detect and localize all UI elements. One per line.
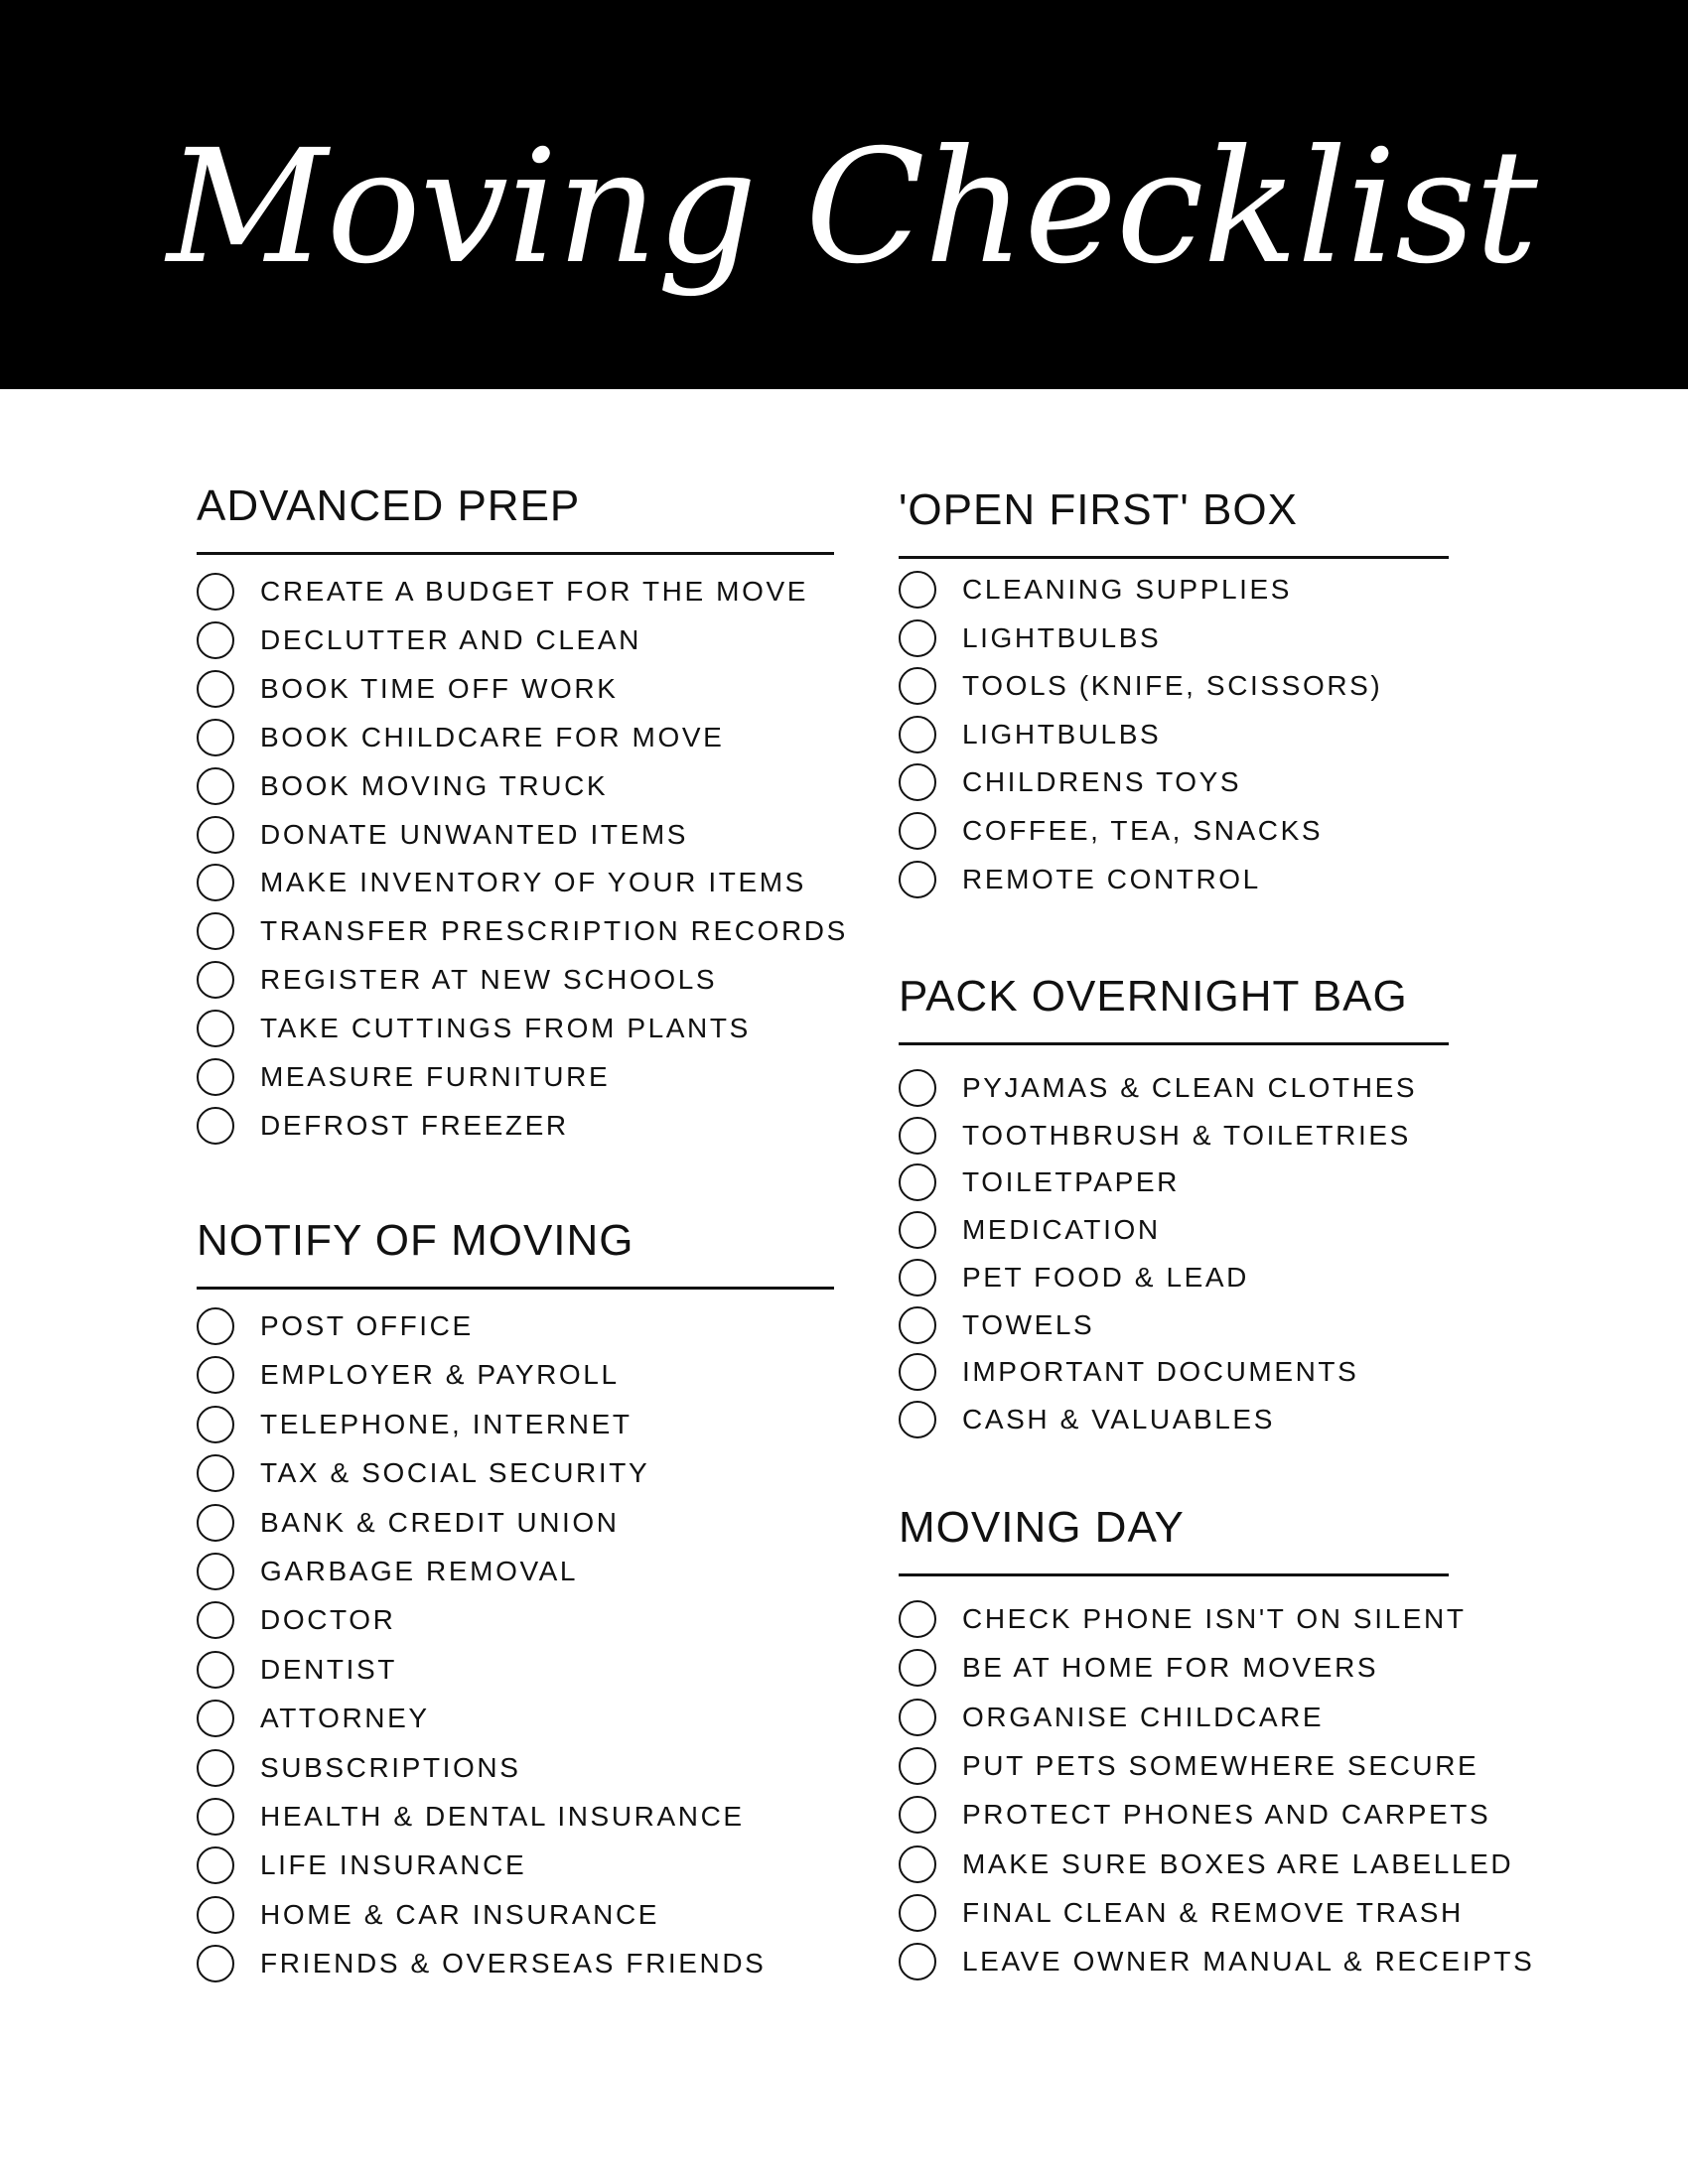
- checkbox-circle-icon[interactable]: [197, 1601, 234, 1639]
- section-advanced-prep: [197, 481, 848, 1141]
- checklist-item-label: BE AT HOME FOR MOVERS: [962, 1652, 1379, 1684]
- checkbox-circle-icon[interactable]: [899, 1796, 936, 1834]
- checkbox-circle-icon[interactable]: [197, 1454, 234, 1492]
- section-open-first-box: [899, 485, 1449, 894]
- checkbox-circle-icon[interactable]: [899, 1649, 936, 1687]
- checkbox-circle-icon[interactable]: [197, 864, 234, 901]
- checkbox-circle-icon[interactable]: [899, 1211, 936, 1249]
- checklist-item-label: MEASURE FURNITURE: [260, 1061, 611, 1092]
- checklist-item-label: CLEANING SUPPLIES: [962, 574, 1293, 605]
- checklist-item-label: ATTORNEY: [260, 1703, 430, 1734]
- checklist-item[interactable]: [899, 1696, 1324, 1739]
- checklist-item[interactable]: [197, 764, 608, 808]
- checklist-item-label: DOCTOR: [260, 1604, 396, 1636]
- checklist-item[interactable]: [197, 618, 641, 662]
- section-heading-open-first-box: 'OPEN FIRST' BOX: [899, 485, 1298, 534]
- checklist-item[interactable]: [197, 1304, 474, 1348]
- checklist-item-label: SUBSCRIPTIONS: [260, 1751, 521, 1783]
- section-heading-moving-day: MOVING DAY: [899, 1503, 1185, 1552]
- checkbox-circle-icon[interactable]: [197, 1504, 234, 1542]
- checklist-item-label: TOWELS: [962, 1308, 1095, 1340]
- checklist-item[interactable]: [899, 1114, 1411, 1158]
- checkbox-circle-icon[interactable]: [899, 1699, 936, 1736]
- checkbox-circle-icon[interactable]: [197, 816, 234, 854]
- checkbox-circle-icon[interactable]: [197, 767, 234, 805]
- checklist-item-label: GARBAGE REMOVAL: [260, 1556, 579, 1586]
- section-divider: [899, 556, 1449, 559]
- checklist-item[interactable]: [197, 1403, 633, 1446]
- checkbox-circle-icon[interactable]: [197, 719, 234, 756]
- checklist-item[interactable]: [899, 568, 1292, 612]
- checklist-item[interactable]: [899, 1350, 1358, 1394]
- checklist-item-label: LEAVE OWNER MANUAL & RECEIPTS: [962, 1946, 1535, 1978]
- checklist-item[interactable]: [197, 1648, 397, 1692]
- checklist-item-label: LIGHTBULBS: [962, 621, 1162, 653]
- checkbox-circle-icon[interactable]: [197, 621, 234, 659]
- checklist-item[interactable]: [899, 1303, 1094, 1347]
- checklist-item-label: ORGANISE CHILDCARE: [962, 1701, 1325, 1732]
- checklist-item[interactable]: [899, 809, 1323, 853]
- checklist-item-label: BOOK TIME OFF WORK: [260, 672, 619, 704]
- checkbox-circle-icon[interactable]: [197, 1896, 234, 1934]
- checklist-item-label: MAKE INVENTORY OF YOUR ITEMS: [260, 867, 806, 898]
- checklist-item[interactable]: [899, 1744, 1478, 1788]
- checklist-item-label: PUT PETS SOMEWHERE SECURE: [962, 1749, 1479, 1781]
- checklist-item[interactable]: [197, 1746, 521, 1790]
- checkbox-circle-icon[interactable]: [899, 667, 936, 705]
- section-divider: [197, 1287, 834, 1290]
- checkbox-circle-icon[interactable]: [899, 1845, 936, 1883]
- checklist-item-label: FINAL CLEAN & REMOVE TRASH: [962, 1896, 1464, 1928]
- checkbox-circle-icon[interactable]: [197, 1107, 234, 1145]
- checklist-item-label: DEFROST FREEZER: [260, 1109, 569, 1141]
- checklist-item-label: LIGHTBULBS: [962, 718, 1162, 750]
- checklist-item-label: HOME & CAR INSURANCE: [260, 1898, 660, 1930]
- checklist-item-label: DONATE UNWANTED ITEMS: [260, 818, 689, 850]
- checklist-item[interactable]: [899, 1256, 1249, 1299]
- checklist-item[interactable]: [197, 1055, 610, 1099]
- checklist-item-label: CHECK PHONE ISN'T ON SILENT: [962, 1603, 1467, 1634]
- checkbox-circle-icon[interactable]: [899, 1600, 936, 1638]
- checkbox-circle-icon[interactable]: [899, 571, 936, 609]
- checkbox-circle-icon[interactable]: [899, 1401, 936, 1438]
- page-title: Moving Checklist: [167, 116, 1537, 299]
- checkbox-circle-icon[interactable]: [899, 1117, 936, 1155]
- checkbox-circle-icon[interactable]: [197, 1058, 234, 1096]
- checkbox-circle-icon[interactable]: [197, 1700, 234, 1737]
- checklist-item[interactable]: [197, 1843, 526, 1887]
- checkbox-circle-icon[interactable]: [197, 1406, 234, 1443]
- checklist-item-label: TAKE CUTTINGS FROM PLANTS: [260, 1013, 751, 1044]
- checkbox-circle-icon[interactable]: [899, 1353, 936, 1391]
- checklist-item[interactable]: [197, 1550, 578, 1593]
- checklist-item[interactable]: [899, 1160, 1180, 1204]
- checkbox-circle-icon[interactable]: [899, 1163, 936, 1201]
- checklist-item-label: PROTECT PHONES AND CARPETS: [962, 1799, 1491, 1831]
- checklist-item[interactable]: [899, 664, 1382, 708]
- section-divider: [197, 552, 834, 555]
- checkbox-circle-icon[interactable]: [899, 716, 936, 753]
- checkbox-circle-icon[interactable]: [899, 861, 936, 898]
- checklist-item-label: PET FOOD & LEAD: [962, 1261, 1249, 1293]
- checklist-item[interactable]: [197, 909, 848, 953]
- section-moving-day: [899, 1503, 1535, 1978]
- section-divider: [899, 1042, 1449, 1045]
- checklist-item[interactable]: [197, 1942, 766, 1985]
- checklist-item[interactable]: [197, 1893, 659, 1937]
- checkbox-circle-icon[interactable]: [899, 763, 936, 801]
- checkbox-circle-icon[interactable]: [197, 1010, 234, 1047]
- checklist-item[interactable]: [899, 858, 1261, 901]
- section-divider: [899, 1573, 1449, 1576]
- section-pack-overnight-bag: [899, 972, 1449, 1434]
- checklist-item-label: EMPLOYER & PAYROLL: [260, 1359, 620, 1391]
- checklist-item[interactable]: [197, 1501, 620, 1545]
- checklist-item[interactable]: [197, 716, 724, 759]
- checklist-item-label: TOOLS (KNIFE, SCISSORS): [962, 670, 1383, 702]
- checkbox-circle-icon[interactable]: [197, 573, 234, 611]
- checklist-item-label: REGISTER AT NEW SCHOOLS: [260, 964, 718, 996]
- checkbox-circle-icon[interactable]: [197, 1553, 234, 1590]
- checklist-item-label: PYJAMAS & CLEAN CLOTHES: [962, 1072, 1418, 1103]
- section-heading-notify-of-moving: NOTIFY OF MOVING: [197, 1216, 634, 1265]
- checklist-item[interactable]: [197, 1795, 745, 1839]
- checklist-item[interactable]: [899, 1891, 1464, 1935]
- checkbox-circle-icon[interactable]: [197, 1798, 234, 1836]
- checkbox-circle-icon[interactable]: [197, 1749, 234, 1787]
- checkbox-circle-icon[interactable]: [899, 619, 936, 657]
- checklist-item-label: BOOK CHILDCARE FOR MOVE: [260, 721, 725, 752]
- title-banner: [0, 0, 1688, 389]
- checklist-item[interactable]: [197, 958, 717, 1002]
- checklist-item-label: CASH & VALUABLES: [962, 1403, 1275, 1434]
- checklist-item-label: TELEPHONE, INTERNET: [260, 1408, 633, 1439]
- checklist-item-label: TOILETPAPER: [962, 1166, 1180, 1198]
- checklist-item-label: FRIENDS & OVERSEAS FRIENDS: [260, 1948, 767, 1979]
- checklist-item[interactable]: [899, 713, 1161, 756]
- checklist-item-label: HEALTH & DENTAL INSURANCE: [260, 1801, 745, 1832]
- checklist-item[interactable]: [197, 1104, 569, 1148]
- section-notify-of-moving: [197, 1216, 834, 1979]
- checklist-item[interactable]: [899, 1793, 1490, 1837]
- checklist-item-label: LIFE INSURANCE: [260, 1849, 527, 1881]
- checklist-item-label: BOOK MOVING TRUCK: [260, 769, 609, 801]
- checklist-item[interactable]: [197, 1353, 620, 1397]
- checklist-item[interactable]: [899, 760, 1241, 804]
- checkbox-circle-icon[interactable]: [197, 670, 234, 708]
- section-heading-pack-overnight-bag: PACK OVERNIGHT BAG: [899, 972, 1408, 1021]
- checkbox-circle-icon[interactable]: [197, 1356, 234, 1394]
- checklist-item[interactable]: [197, 1697, 430, 1740]
- checklist-item[interactable]: [197, 1007, 751, 1050]
- section-heading-advanced-prep: ADVANCED PREP: [197, 481, 581, 530]
- checklist-item[interactable]: [899, 1066, 1417, 1110]
- checkbox-circle-icon[interactable]: [899, 1306, 936, 1344]
- checklist-item-label: DECLUTTER AND CLEAN: [260, 623, 641, 655]
- checklist-item-label: COFFEE, TEA, SNACKS: [962, 815, 1324, 846]
- checklist-item[interactable]: [197, 861, 806, 904]
- checkbox-circle-icon[interactable]: [197, 961, 234, 999]
- checklist-item-label: TRANSFER PRESCRIPTION RECORDS: [260, 915, 848, 947]
- checkbox-circle-icon[interactable]: [197, 1651, 234, 1689]
- checkbox-circle-icon[interactable]: [899, 1069, 936, 1107]
- checklist-item[interactable]: [899, 1646, 1378, 1690]
- checklist-item[interactable]: [197, 570, 808, 614]
- checkbox-circle-icon[interactable]: [899, 1894, 936, 1932]
- checklist-item-label: DENTIST: [260, 1653, 397, 1685]
- checkbox-circle-icon[interactable]: [197, 1307, 234, 1345]
- checklist-item-label: REMOTE CONTROL: [962, 863, 1261, 894]
- checklist-item[interactable]: [899, 1208, 1161, 1252]
- checklist-item[interactable]: [197, 1598, 395, 1642]
- checkbox-circle-icon[interactable]: [899, 1747, 936, 1785]
- checkbox-circle-icon[interactable]: [899, 1259, 936, 1297]
- checklist-item-label: CHILDRENS TOYS: [962, 766, 1242, 798]
- checklist-item[interactable]: [899, 1398, 1275, 1441]
- checklist-item-label: IMPORTANT DOCUMENTS: [962, 1356, 1359, 1388]
- checklist-item-label: MEDICATION: [962, 1214, 1161, 1246]
- checklist-item-label: CREATE A BUDGET FOR THE MOVE: [260, 576, 808, 607]
- checklist-item[interactable]: [899, 1940, 1534, 1983]
- checklist-item-label: POST OFFICE: [260, 1310, 474, 1341]
- checklist-item[interactable]: [899, 1597, 1467, 1641]
- checklist-item-label: TOOTHBRUSH & TOILETRIES: [962, 1119, 1411, 1151]
- checklist-item-label: TAX & SOCIAL SECURITY: [260, 1457, 650, 1489]
- checklist-item-label: MAKE SURE BOXES ARE LABELLED: [962, 1847, 1514, 1879]
- checkbox-circle-icon[interactable]: [899, 1943, 936, 1980]
- checklist-item[interactable]: [899, 1843, 1513, 1886]
- checklist-item-label: BANK & CREDIT UNION: [260, 1506, 620, 1538]
- checklist-item[interactable]: [197, 667, 619, 711]
- checkbox-circle-icon[interactable]: [197, 1846, 234, 1884]
- checklist-item[interactable]: [899, 616, 1161, 660]
- checkbox-circle-icon[interactable]: [197, 1945, 234, 1982]
- checkbox-circle-icon[interactable]: [197, 912, 234, 950]
- checklist-item[interactable]: [197, 1451, 649, 1495]
- checklist-item[interactable]: [197, 813, 688, 857]
- checkbox-circle-icon[interactable]: [899, 812, 936, 850]
